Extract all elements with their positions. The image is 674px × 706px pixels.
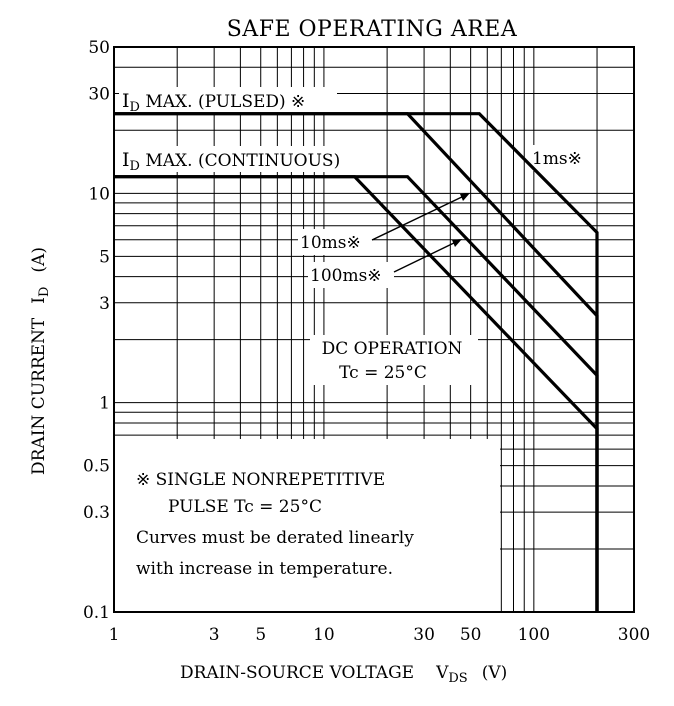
x-tick-label: 1 [108, 625, 120, 645]
y-axis-unit: (A) [29, 247, 49, 273]
note-line-3: Curves must be derated linearly [136, 528, 414, 548]
y-tick-label: 10 [88, 184, 110, 205]
label-10ms: 10ms※ [300, 233, 361, 253]
id-max-continuous-label [122, 149, 340, 174]
y-axis-label-text: DRAIN CURRENT [29, 317, 49, 475]
y-tick-label: 3 [99, 293, 110, 314]
y-tick-label: 30 [88, 84, 110, 105]
id-max-pulsed-sub: D [129, 100, 140, 115]
y-tick-label: 1 [99, 393, 110, 414]
note-box-mask [114, 439, 500, 612]
ms10-arrowhead [460, 193, 470, 201]
x-tick-labels [109, 625, 651, 645]
x-tick-label: 30 [413, 625, 435, 645]
dc-operation-label: DC OPERATION [321, 339, 463, 359]
id-max-pulsed-symbol: I [122, 90, 130, 112]
x-axis-label [180, 663, 507, 686]
note-line-1: ※ SINGLE NONREPETITIVE [136, 470, 386, 490]
x-tick-label: 5 [255, 625, 267, 645]
x-tick-label: 300 [617, 625, 651, 645]
chart-title: SAFE OPERATING AREA [226, 17, 518, 42]
x-axis-symbol: V [436, 663, 449, 683]
y-axis-symbol: I [29, 297, 49, 304]
y-tick-label: 0.5 [82, 456, 110, 477]
id-max-continuous-symbol: I [122, 149, 130, 171]
x-axis-unit: (V) [481, 663, 508, 683]
y-tick-label: 0.1 [82, 603, 110, 623]
x-tick-label: 50 [459, 625, 482, 645]
label-100ms: 100ms※ [310, 266, 382, 286]
x-tick-label: 10 [313, 625, 335, 645]
y-tick-label: 50 [88, 38, 110, 58]
y-tick-labels [83, 38, 110, 623]
x-axis-symbol-sub: DS [448, 671, 468, 686]
id-max-continuous-text: MAX. (CONTINUOUS) [139, 151, 341, 171]
x-axis-label-text: DRAIN-SOURCE VOLTAGE [180, 663, 415, 683]
y-axis-label [29, 247, 52, 475]
x-tick-label: 100 [517, 625, 551, 645]
note-line-2: PULSE Tc = 25°C [168, 497, 322, 517]
y-tick-label: 0.3 [82, 503, 110, 524]
y-tick-label: 5 [99, 247, 110, 268]
id-max-continuous-sub: D [129, 159, 140, 174]
y-axis-symbol-sub: D [37, 286, 52, 298]
dc-temp-label: Tc = 25°C [339, 363, 427, 383]
x-tick-label: 3 [208, 625, 220, 645]
note-line-4: with increase in temperature. [136, 559, 393, 579]
id-max-pulsed-text: MAX. (PULSED) ※ [139, 92, 306, 112]
id-max-pulsed-label [122, 90, 305, 115]
ms100-arrowhead [452, 239, 462, 247]
label-1ms: 1ms※ [532, 149, 582, 169]
ms10-arrow-line [372, 195, 466, 240]
